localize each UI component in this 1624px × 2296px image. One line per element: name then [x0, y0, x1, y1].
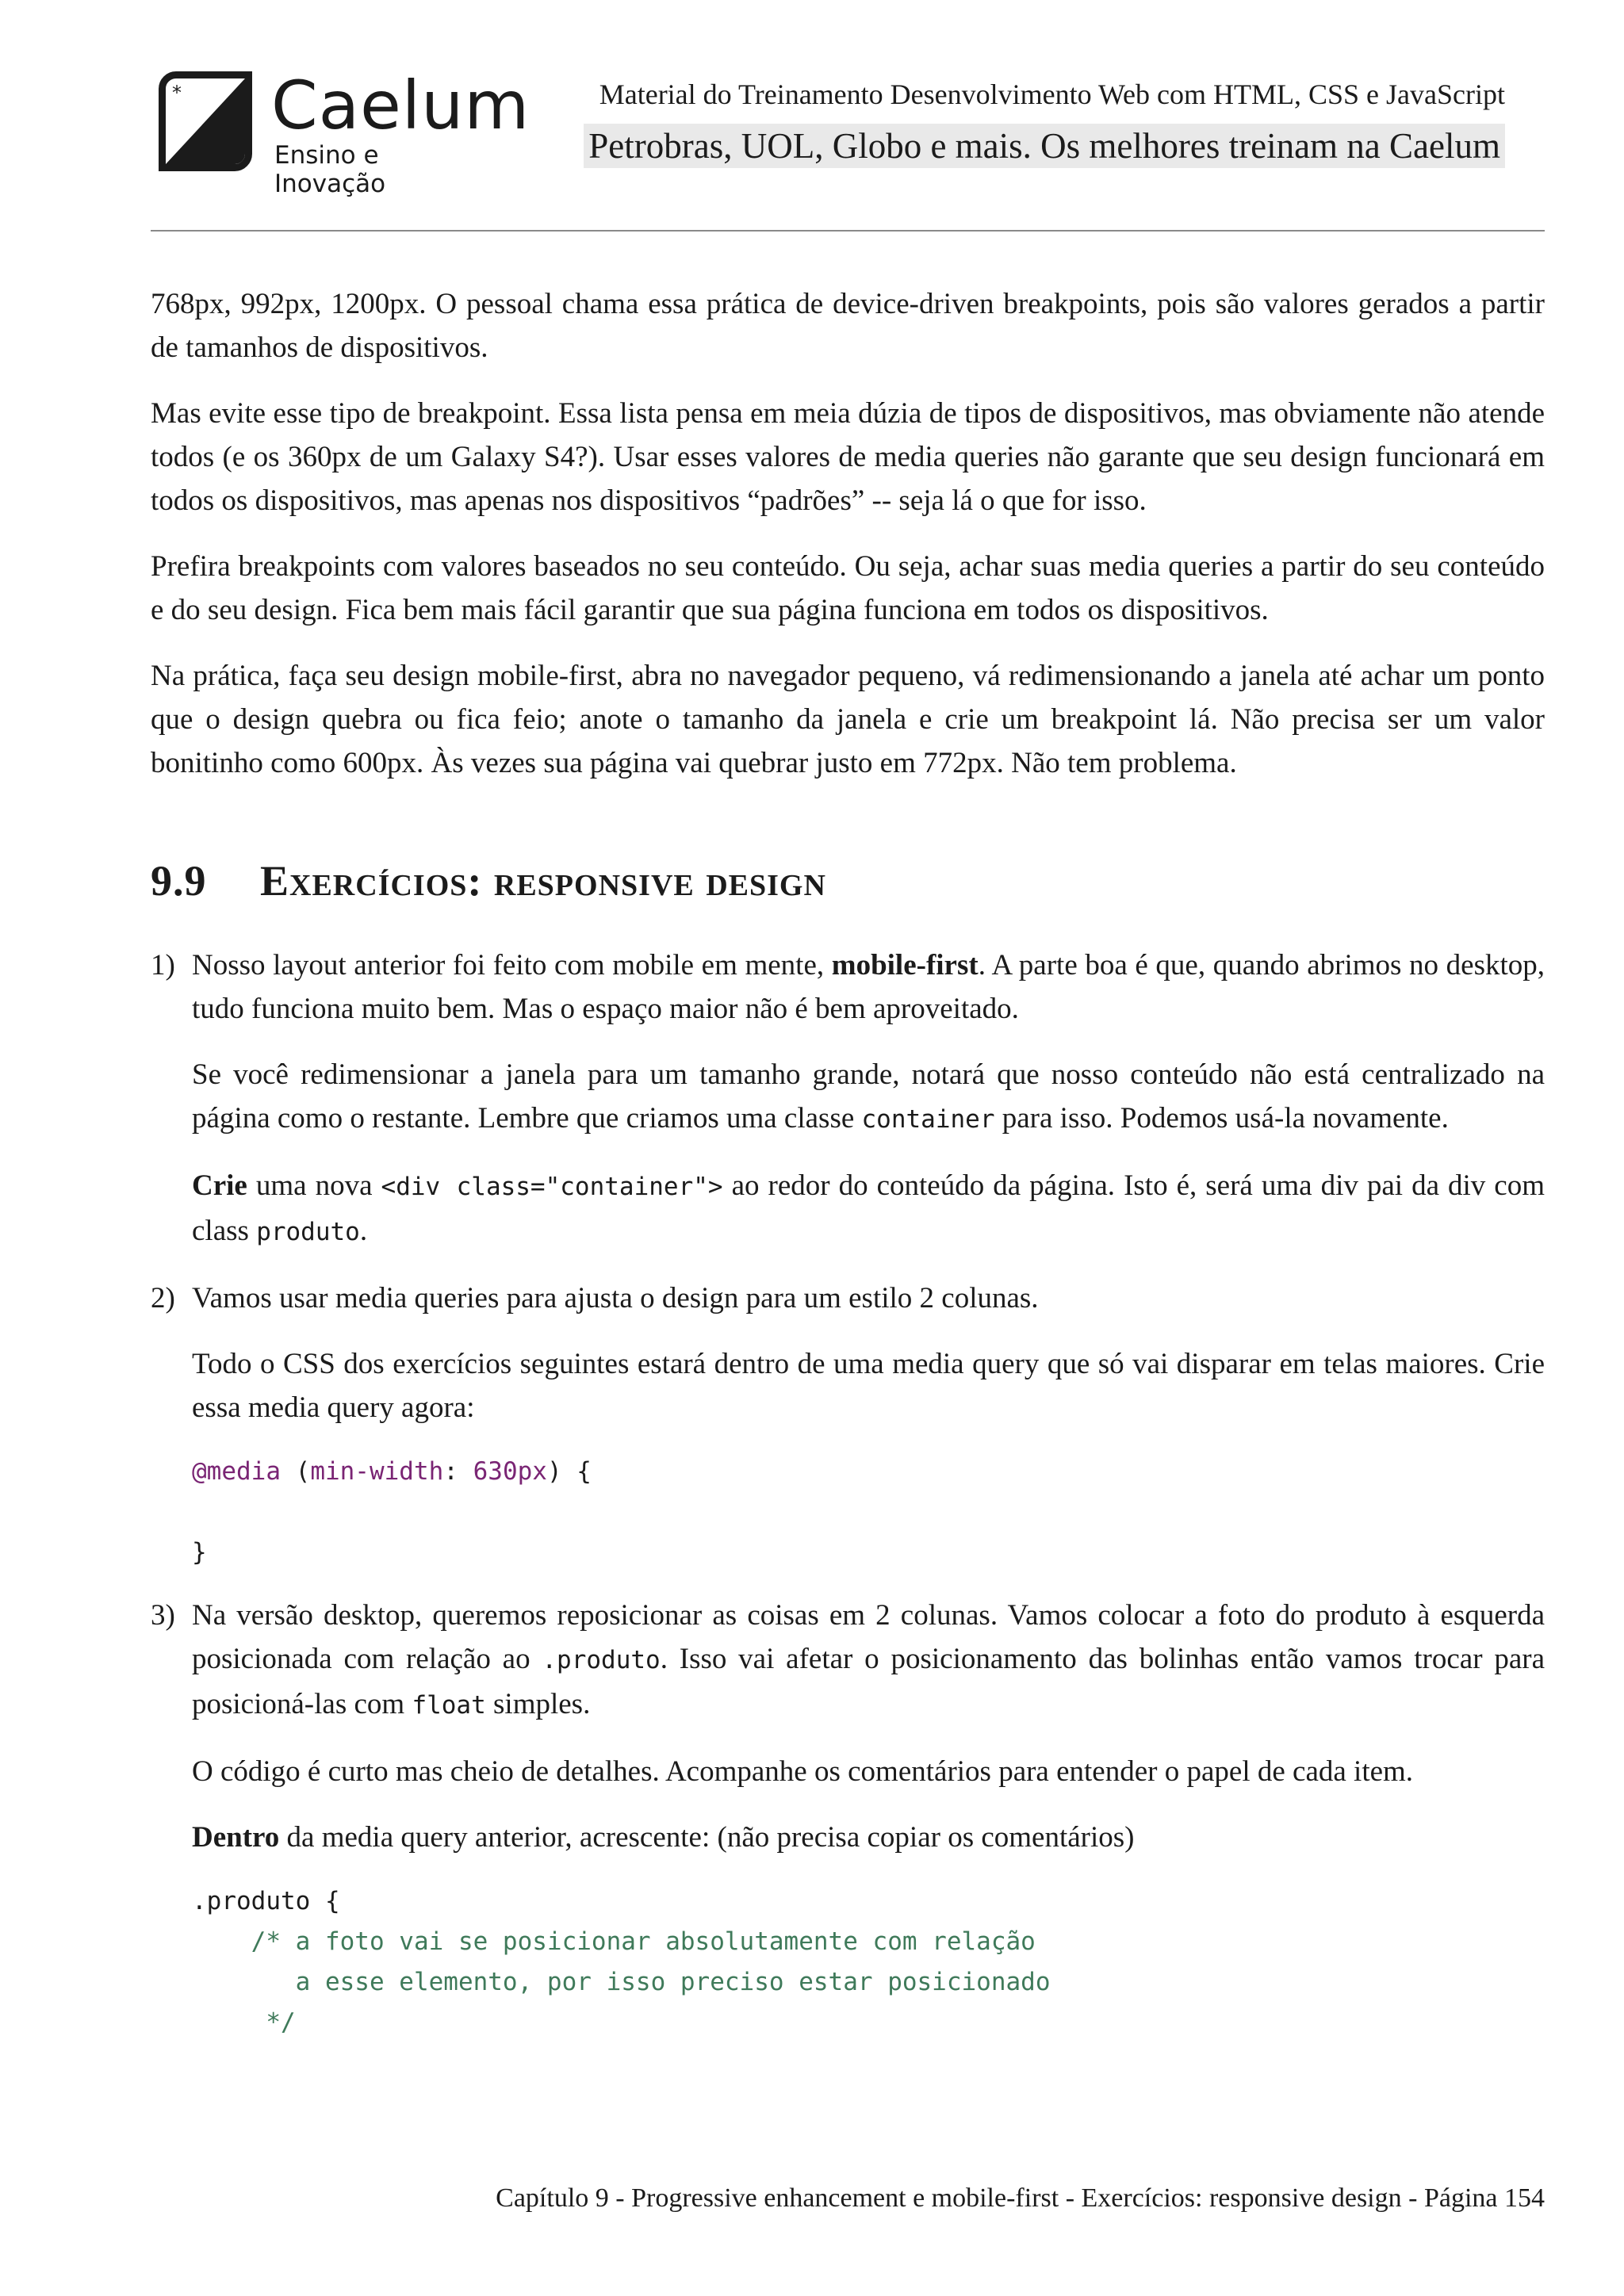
inline-code: container — [861, 1105, 995, 1134]
code-comment: */ — [192, 2008, 296, 2037]
exercise-number: 3) — [151, 1599, 175, 1632]
text-run: da media query anterior, acrescente: (não precisa copiar os comentários) — [279, 1821, 1135, 1854]
inline-code: .produto — [542, 1646, 661, 1674]
text-run: para isso. Podemos usá-la novamente. — [994, 1102, 1449, 1135]
exercise-1-paragraph-3 — [192, 1164, 1545, 1254]
text-run: Se você redimensionar a janela para um tamanho grande, notará que nosso conteúdo não está centralizado na página como o restante. Lembre que criamos uma classe — [192, 1058, 1545, 1135]
page-content — [151, 282, 1545, 2064]
code-line: .produto { — [192, 1887, 340, 1915]
inline-code: produto — [256, 1218, 360, 1246]
intro-paragraph-2: Mas evite esse tipo de breakpoint. Essa lista pensa em meia dúzia de tipos de dispositivos, mas obviamente não atende todos (e os 360px de um Galaxy S4?). Usar esses valores de media queries não garante que seu design funcionará em todos os dispositivos, mas apenas nos dispositivos “padrões” -- seja lá o que for isso. — [151, 397, 1545, 517]
inline-code: float — [412, 1691, 486, 1720]
intro-paragraph-4: Na prática, faça seu design mobile-first, abra no navegador pequeno, vá redimensionando a janela até achar um ponto que o design quebra ou fica feio; anote o tamanho da janela e crie um breakpoint lá. Não precisa ser um valor bonitinho como 600px. Às vezes sua página vai quebrar justo em 772px. Não tem problema. — [151, 660, 1545, 779]
code-token: ) { — [546, 1457, 592, 1486]
code-token: @media — [192, 1457, 281, 1486]
exercise-3-paragraph-2: O código é curto mas cheio de detalhes. Acompanhe os comentários para entender o papel de cada item. — [192, 1755, 1414, 1788]
bold-text: mobile-first — [831, 949, 979, 982]
section-heading — [151, 853, 1545, 909]
produto-code-block — [192, 1881, 1545, 2043]
code-comment: /* a foto vai se posicionar absolutamente com relação — [192, 1927, 1036, 1956]
text-run: Nosso layout anterior foi feito com mobile em mente, — [192, 949, 832, 982]
text-run: . — [359, 1215, 368, 1247]
code-token: } — [192, 1538, 207, 1567]
section-title: Exercícios: responsive design — [260, 857, 826, 905]
page-footer: Capítulo 9 - Progressive enhancement e mobile-first - Exercícios: responsive design - Página 154 — [496, 2183, 1545, 2213]
exercise-2-paragraph-2: Todo o CSS dos exercícios seguintes estará dentro de uma media query que só vai disparar em telas maiores. Crie essa media query agora: — [192, 1348, 1545, 1424]
exercise-1-paragraph-1 — [192, 943, 1545, 1031]
code-token: ( — [280, 1457, 311, 1486]
media-query-code-block — [192, 1452, 1545, 1573]
header-subtitle: Material do Treinamento Desenvolvimento Web com HTML, CSS e JavaScript — [599, 78, 1505, 110]
exercise-3-paragraph-1 — [192, 1594, 1545, 1728]
text-run: Na versão desktop, queremos reposicionar as coisas em 2 colunas. Vamos colocar a foto do produto à esquerda posicionada com relação ao — [192, 1599, 1545, 1675]
exercise-item-2 — [151, 1276, 1545, 1573]
bold-text: Dentro — [192, 1821, 280, 1854]
text-run: simples. — [485, 1688, 591, 1720]
exercise-number: 2) — [151, 1282, 175, 1314]
exercise-list — [151, 943, 1545, 2043]
exercise-item-3 — [151, 1594, 1545, 2043]
exercise-number: 1) — [151, 949, 175, 982]
section-number: 9.9 — [151, 857, 207, 905]
logo-mark-icon — [159, 71, 252, 171]
logo-name: Caelum — [271, 67, 530, 144]
text-run: . Isso vai afetar o posicionamento das bolinhas então vamos trocar para posicioná-las com — [192, 1643, 1545, 1720]
inline-code: <div class="container"> — [381, 1173, 723, 1201]
text-run: ao redor do conteúdo da página. Isto é, será uma div pai da div com class — [192, 1169, 1545, 1247]
intro-paragraph-3: Prefira breakpoints com valores baseados no seu conteúdo. Ou seja, achar suas media queries a partir do seu conteúdo e do seu design. Fica bem mais fácil garantir que sua página funciona em todos os dispositivos. — [151, 550, 1545, 626]
text-run: . A parte boa é que, quando abrimos no desktop, tudo funciona muito bem. Mas o espaço maior não é bem aproveitado. — [192, 949, 1545, 1025]
code-token: 630px — [473, 1457, 547, 1486]
caelum-logo — [155, 67, 530, 198]
exercise-item-1 — [151, 943, 1545, 1254]
logo-tagline: Ensino e Inovação — [274, 141, 386, 198]
bold-text: Crie — [192, 1169, 247, 1202]
text-run: uma nova — [247, 1169, 381, 1202]
header-divider — [151, 230, 1545, 232]
exercise-3-paragraph-3 — [192, 1816, 1545, 1859]
code-token: : — [443, 1457, 473, 1486]
code-comment: a esse elemento, por isso preciso estar posicionado — [192, 1968, 1051, 1996]
svg-text:*: * — [172, 82, 182, 104]
header-slogan: Petrobras, UOL, Globo e mais. Os melhores treinam na Caelum — [584, 124, 1505, 168]
code-token: min-width — [310, 1457, 444, 1486]
exercise-2-paragraph-1: Vamos usar media queries para ajusta o design para um estilo 2 colunas. — [192, 1282, 1039, 1314]
exercise-1-paragraph-2 — [192, 1053, 1545, 1142]
intro-paragraph-1: 768px, 992px, 1200px. O pessoal chama essa prática de device-driven breakpoints, pois são valores gerados a partir de tamanhos de dispositivos. — [151, 288, 1545, 364]
